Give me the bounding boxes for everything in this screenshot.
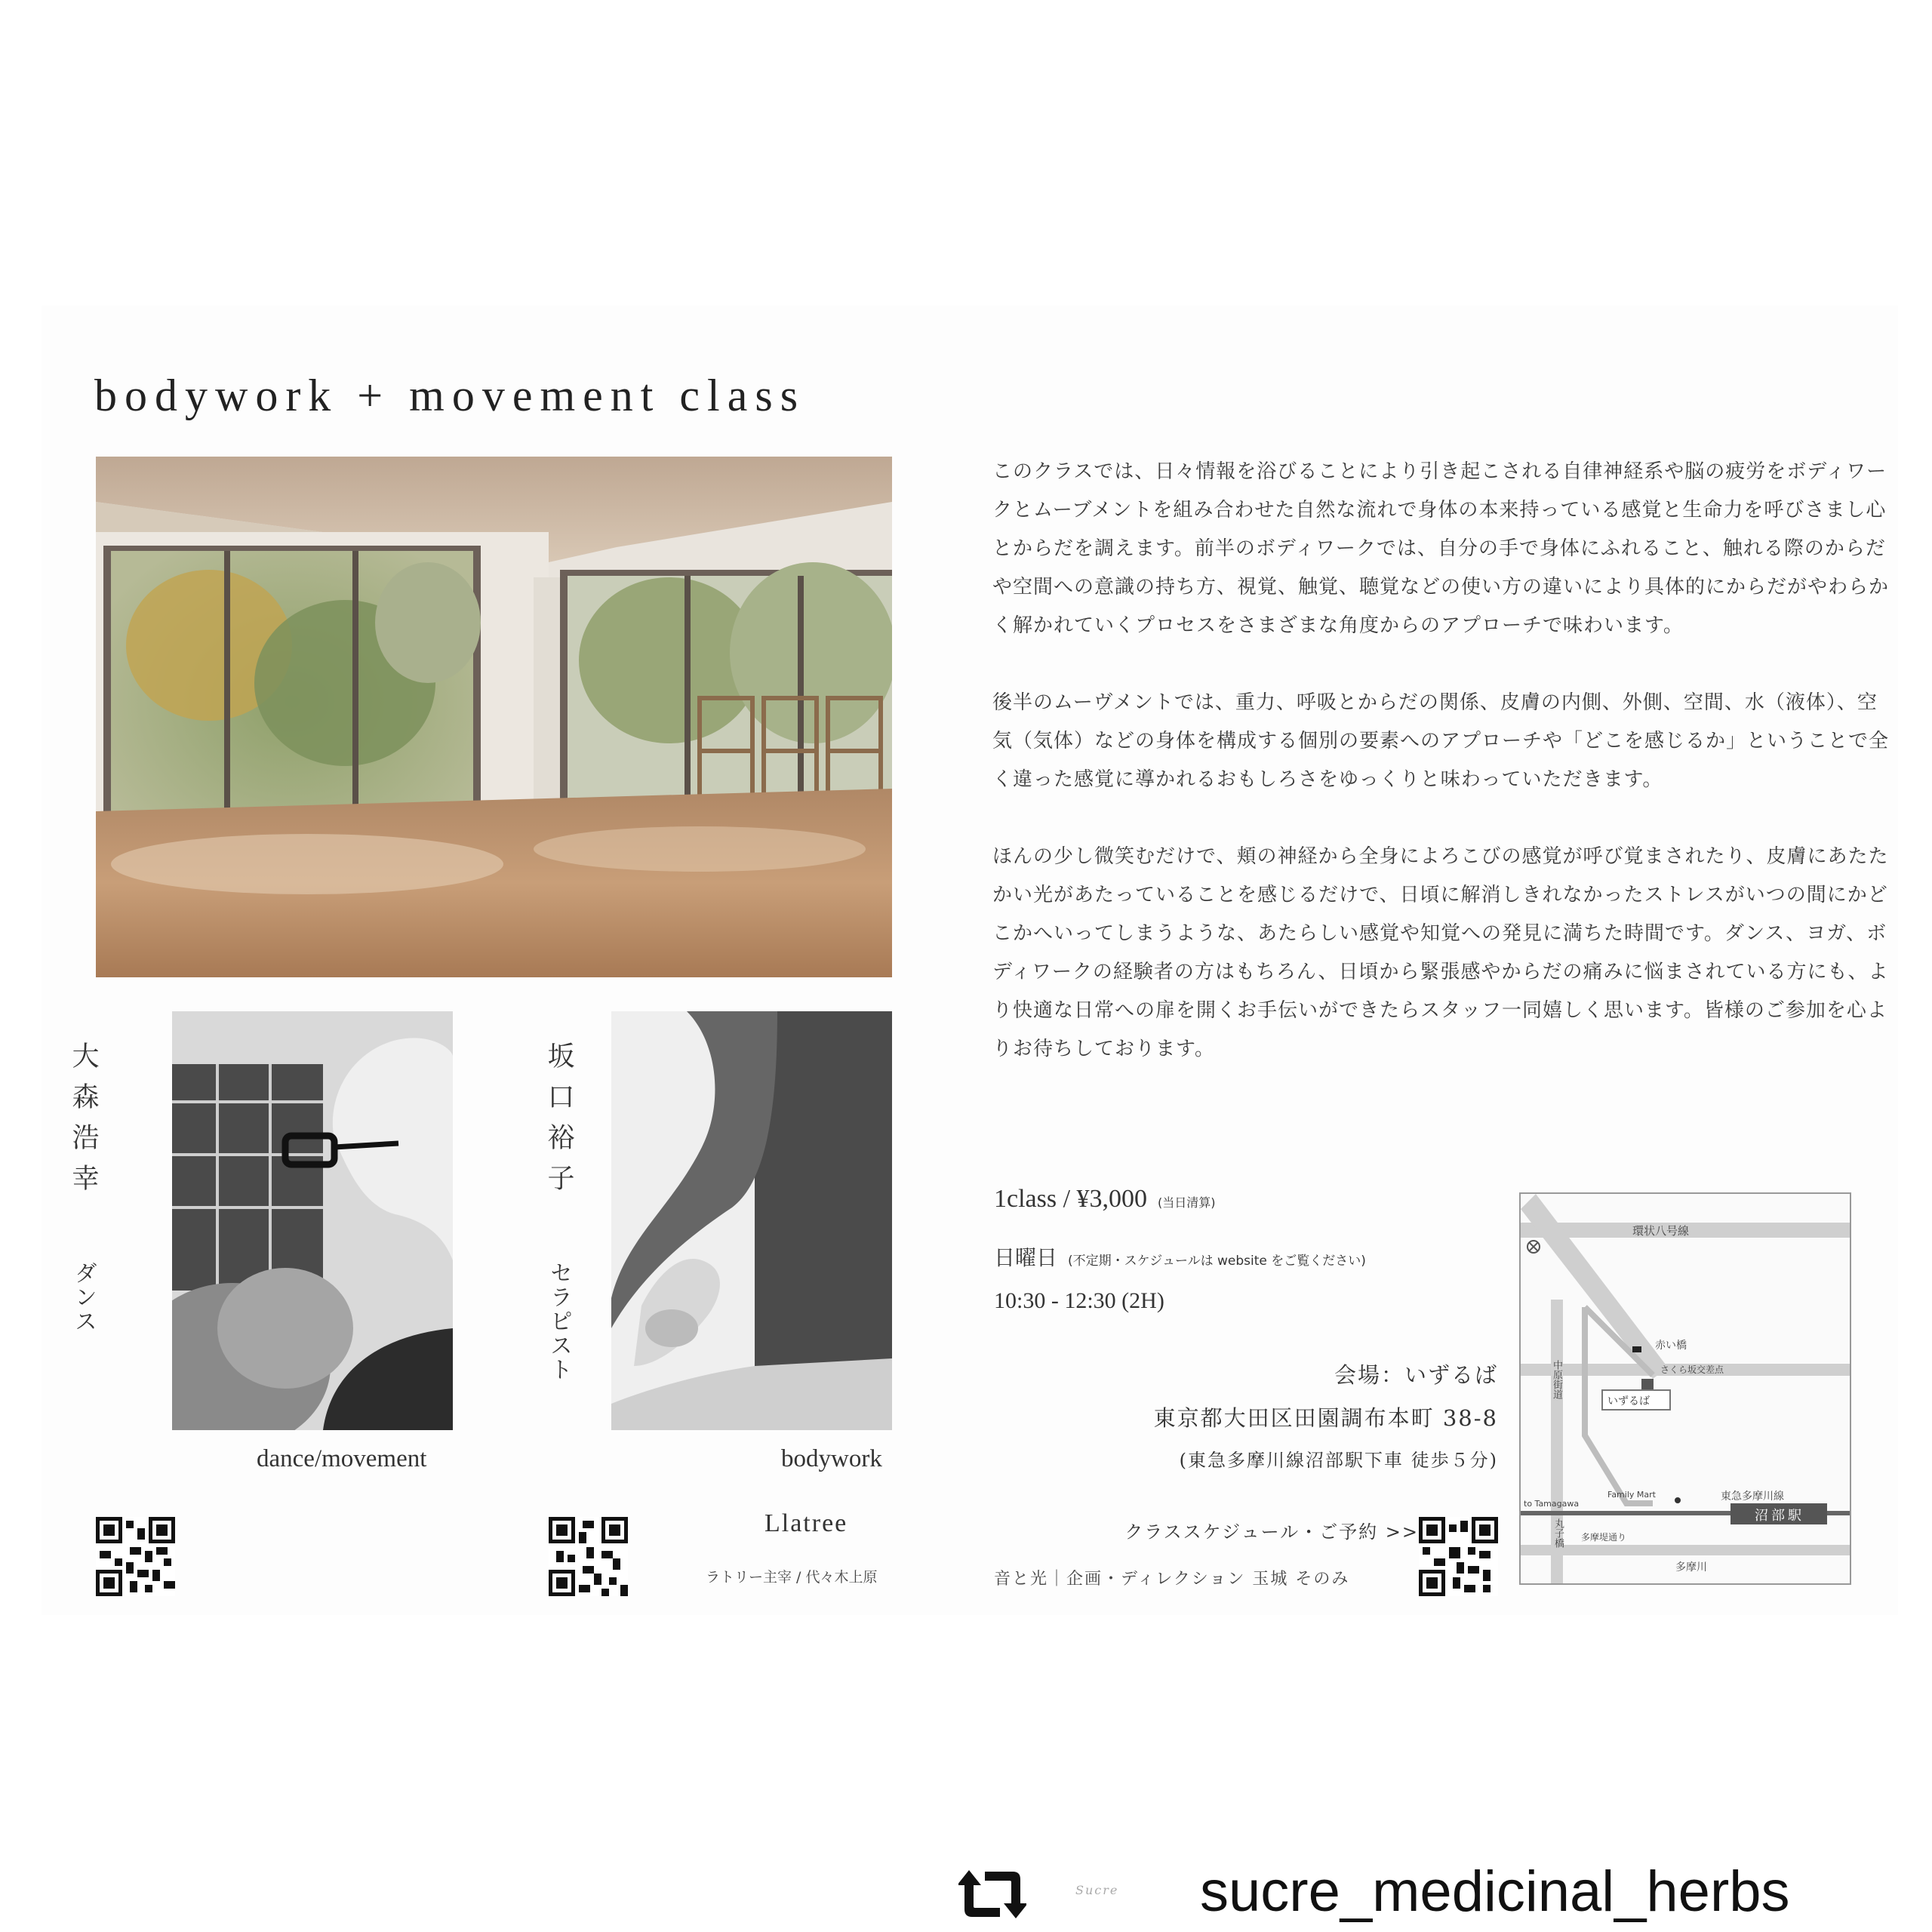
description-paragraph-1: このクラスでは、日々情報を浴びることにより引き起こされる自律神経系や脳の疲労をボディワークとムーブメントを組み合わせた自然な流れで身体の本来持っている感覚と生命力を呼びさまし心とからだを調えます。前半のボディワークでは、自分の手で身体にふれること、触れる際のからだや空間への意識の持ち方、視覚、触覚、聴覚などの使い方の違いにより具体的にからだがやわらかく解かれていくプロセスをさまざまな角度からのアプローチで味わいます。 (992, 460, 1890, 637)
repost-bar (958, 1860, 1917, 1932)
map-label-ring8: 環状八号線 (1632, 1224, 1690, 1238)
map-label-familymart: Family Mart (1607, 1490, 1656, 1500)
instructor-2-caption: bodywork (781, 1445, 882, 1472)
venue-address: 東京都大田区田園調布本町 38-8 (1153, 1405, 1498, 1431)
qr-code-instructor-2[interactable] (549, 1517, 628, 1596)
venue-access: (東急多摩川線沼部駅下車 徒歩５分) (1179, 1450, 1498, 1471)
map-label-tamazutsumi: 多摩堤通り (1581, 1532, 1627, 1543)
schedule-reservation-link[interactable]: クラススケジュール・ご予約 >> (1124, 1521, 1419, 1543)
repost-icon[interactable] (958, 1864, 1026, 1924)
instructor-2-name-block (540, 1041, 578, 1382)
studio-room-photo (96, 457, 892, 977)
instructor-2-portrait (611, 1011, 892, 1430)
instructor-2-role: セラピスト (546, 1261, 572, 1383)
day: 日曜日 (994, 1245, 1058, 1270)
map-label-nakahara: 中原街道 (1551, 1360, 1562, 1399)
instructor-1-role: ダンス (70, 1261, 97, 1334)
map-label-station: 沼部駅 (1755, 1508, 1804, 1524)
map-label-river: 多摩川 (1675, 1561, 1707, 1574)
instructor-1-caption: dance/movement (257, 1445, 427, 1472)
instructor-2-name: 坂口裕子 (543, 1041, 574, 1204)
description-paragraph-2: 後半のムーヴメントでは、重力、呼吸とからだの関係、皮膚の内側、外側、空間、水（液体）、空気（気体）などの身体を構成する個別の要素へのアプローチや「どこを感じるか」ということで全く違った感覚に導かれるおもしろさをゆっくりと味わっていただきます。 (992, 691, 1890, 791)
flyer-title: bodywork + movement class (94, 371, 806, 420)
repost-handle[interactable]: sucre_medicinal_herbs (1200, 1860, 1790, 1924)
sucre-signature-logo: Sucre (1075, 1883, 1119, 1897)
map-label-tamagawa: to Tamagawa (1524, 1499, 1580, 1509)
class-description (992, 453, 1894, 1107)
description-paragraph-3: ほんの少し微笑むだけで、頬の神経から全身によろこびの感覚が呼び覚まされたり、皮膚にあたたかい光があたっていることを感じるだけで、日頃に解消しきれなかったストレスがいつの間にかどこかへいってしまうような、あたらしい感覚や知覚への発見に満ちた時間です。ダンス、ヨガ、ボディワークの経験者の方はもちろん、日頃から緊張感やからだの痛みに悩まされている方にも、より快適な日常への扉を開くお手伝いができたらスタッフ一同嬉しく思います。皆様のご参加を心よりお待ちしております。 (992, 845, 1889, 1060)
qr-code-instructor-1[interactable] (96, 1517, 175, 1596)
map-label-akaibashi: 赤い橋 (1655, 1340, 1687, 1352)
access-map (1519, 1192, 1851, 1585)
instructor-1-name-block (64, 1041, 103, 1334)
llatree-name: Llatree (764, 1509, 848, 1537)
llatree-subtitle: ラトリー主宰 / 代々木上原 (706, 1569, 878, 1586)
map-label-maruko: 丸子橋 (1552, 1518, 1564, 1548)
price-line (994, 1185, 1216, 1214)
class-time: 10:30 - 12:30 (2H) (994, 1288, 1164, 1313)
credits: 音と光｜企画・ディレクション 玉城 そのみ (994, 1570, 1350, 1589)
instructor-1-portrait (172, 1011, 453, 1430)
map-label-izuruba: いずるば (1607, 1395, 1650, 1407)
instructor-1-name: 大森浩幸 (68, 1041, 99, 1204)
qr-code-schedule[interactable] (1419, 1517, 1498, 1596)
price-note: (当日清算) (1158, 1195, 1216, 1210)
day-note: (不定期・スケジュールは website をご覧ください) (1068, 1254, 1366, 1269)
map-label-line: 東急多摩川線 (1721, 1491, 1784, 1503)
day-line (994, 1241, 1366, 1272)
flyer (42, 306, 1898, 1615)
venue: 会場：いずるば (1334, 1362, 1498, 1388)
map-label-sakurazaka: さくら坂交差点 (1660, 1364, 1724, 1375)
price: 1class / ¥3,000 (994, 1185, 1148, 1213)
